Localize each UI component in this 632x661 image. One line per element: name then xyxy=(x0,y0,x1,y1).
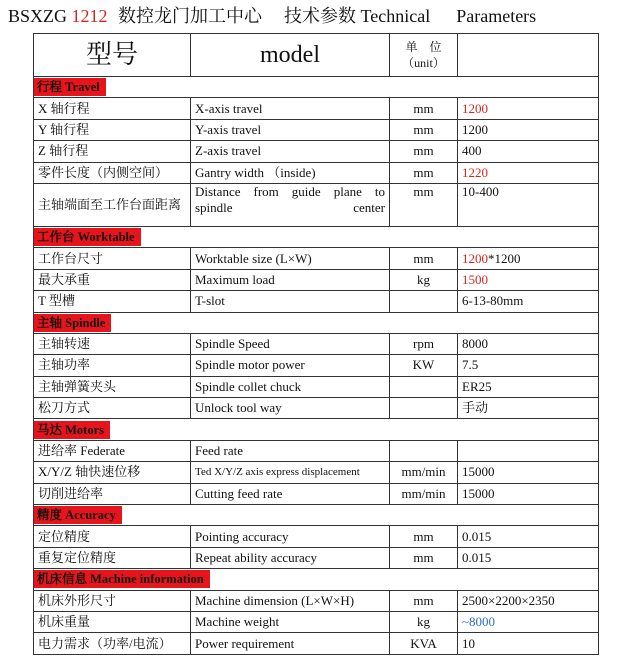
cell-value: 15000 xyxy=(458,483,599,504)
cell-cn: 重复定位精度 xyxy=(34,547,191,568)
cell-value xyxy=(458,98,599,119)
cell-cn: 机床重量 xyxy=(34,611,191,632)
cell-cn: 主轴端面至工作台面距离 xyxy=(34,183,191,226)
table-row xyxy=(34,376,599,397)
table-row xyxy=(34,590,599,611)
cell-en xyxy=(191,183,390,226)
cell-en: Y-axis travel xyxy=(191,119,390,140)
cell-en: Gantry width （inside) xyxy=(191,162,390,183)
table-row xyxy=(34,291,599,312)
table-row xyxy=(34,440,599,461)
section-row xyxy=(34,226,599,247)
cell-value xyxy=(458,440,599,461)
table-row xyxy=(34,526,599,547)
table-row xyxy=(34,611,599,632)
cell-en: Spindle Speed xyxy=(191,333,390,354)
section-cell xyxy=(34,419,599,440)
cell-cn: X 轴行程 xyxy=(34,98,191,119)
cell-cn: 电力需求（功率/电流） xyxy=(34,633,191,654)
cell-en: Repeat ability accuracy xyxy=(191,547,390,568)
cell-unit: mm xyxy=(390,526,458,547)
cell-en: Worktable size (L×W) xyxy=(191,248,390,269)
cell-cn: 松刀方式 xyxy=(34,398,191,419)
section-row xyxy=(34,419,599,440)
cell-unit: mm xyxy=(390,248,458,269)
cell-unit: mm xyxy=(390,98,458,119)
cell-unit xyxy=(390,440,458,461)
table-row xyxy=(34,141,599,162)
cell-en: Unlock tool way xyxy=(191,398,390,419)
cell-cn: 机床外形尺寸 xyxy=(34,590,191,611)
cell-cn: 工作台尺寸 xyxy=(34,248,191,269)
table-row xyxy=(34,269,599,290)
cell-en-text: Distance from guide plane to spindle center xyxy=(195,183,385,215)
table-row xyxy=(34,547,599,568)
title-prefix: BSXZG xyxy=(8,6,68,26)
table-header-row xyxy=(34,34,599,77)
document-title xyxy=(8,2,628,30)
cell-cn: 最大承重 xyxy=(34,269,191,290)
table-row xyxy=(34,483,599,504)
cell-en: Feed rate xyxy=(191,440,390,461)
section-row xyxy=(34,77,599,98)
cell-cn: 零件长度（内侧空间） xyxy=(34,162,191,183)
cell-unit xyxy=(390,376,458,397)
cell-en: T-slot xyxy=(191,291,390,312)
value-highlight: 1500 xyxy=(462,271,488,287)
section-label: 工作台 Worktable xyxy=(34,228,141,246)
table-row xyxy=(34,333,599,354)
title-cn-name: 数控龙门加工中心 xyxy=(118,6,263,26)
section-label: 主轴 Spindle xyxy=(34,314,111,332)
cell-value: 15000 xyxy=(458,462,599,483)
table-row xyxy=(34,98,599,119)
cell-unit xyxy=(390,291,458,312)
spec-table xyxy=(33,33,599,655)
cell-cn: 主轴转速 xyxy=(34,333,191,354)
cell-value: 6-13-80mm xyxy=(458,291,599,312)
cell-cn: Z 轴行程 xyxy=(34,141,191,162)
cell-cn: 进给率 Federate xyxy=(34,440,191,461)
cell-value: 400 xyxy=(458,141,599,162)
cell-unit: KVA xyxy=(390,633,458,654)
cell-cn: Y 轴行程 xyxy=(34,119,191,140)
section-row xyxy=(34,569,599,590)
cell-cn: 切削进给率 xyxy=(34,483,191,504)
cell-unit: kg xyxy=(390,269,458,290)
cell-unit: mm xyxy=(390,119,458,140)
section-row xyxy=(34,312,599,333)
table-row xyxy=(34,633,599,654)
cell-value: 10-400 xyxy=(458,183,599,226)
title-en-sub: Technical xyxy=(360,6,431,26)
cell-unit xyxy=(390,398,458,419)
value-highlight: 1200 xyxy=(462,250,488,266)
section-label: 机床信息 Machine information xyxy=(34,570,210,588)
cell-en: Power requirement xyxy=(191,633,390,654)
header-en: model xyxy=(191,34,390,77)
section-label: 马达 Motors xyxy=(34,421,110,439)
table-row xyxy=(34,183,599,226)
cell-value xyxy=(458,611,599,632)
cell-value: 1200 xyxy=(458,119,599,140)
section-cell xyxy=(34,505,599,526)
cell-value: 10 xyxy=(458,633,599,654)
cell-cn: 主轴弹簧夹头 xyxy=(34,376,191,397)
cell-en: Spindle collet chuck xyxy=(191,376,390,397)
header-unit xyxy=(390,34,458,77)
section-cell xyxy=(34,569,599,590)
cell-cn: 主轴功率 xyxy=(34,355,191,376)
cell-value: 7.5 xyxy=(458,355,599,376)
cell-unit: mm xyxy=(390,590,458,611)
section-label: 精度 Accuracy xyxy=(34,506,122,524)
section-cell xyxy=(34,77,599,98)
header-cn: 型号 xyxy=(34,34,191,77)
cell-en: Spindle motor power xyxy=(191,355,390,376)
cell-value: ER25 xyxy=(458,376,599,397)
table-row xyxy=(34,462,599,483)
cell-unit: rpm xyxy=(390,333,458,354)
cell-unit: mm/min xyxy=(390,462,458,483)
cell-value: 0.015 xyxy=(458,526,599,547)
cell-unit: mm xyxy=(390,183,458,226)
cell-unit: mm xyxy=(390,141,458,162)
cell-unit: mm xyxy=(390,162,458,183)
cell-cn: X/Y/Z 轴快速位移 xyxy=(34,462,191,483)
cell-cn: T 型槽 xyxy=(34,291,191,312)
cell-en: Z-axis travel xyxy=(191,141,390,162)
section-row xyxy=(34,505,599,526)
table-row xyxy=(34,398,599,419)
cell-en: Ted X/Y/Z axis express displacement xyxy=(191,462,390,483)
section-label: 行程 Travel xyxy=(34,78,106,96)
cell-en: X-axis travel xyxy=(191,98,390,119)
value-highlight: 1200 xyxy=(462,100,488,116)
value-rest: *1200 xyxy=(488,250,521,266)
cell-unit: kg xyxy=(390,611,458,632)
cell-value xyxy=(458,248,599,269)
table-row xyxy=(34,355,599,376)
section-cell xyxy=(34,312,599,333)
header-unit-en: （unit） xyxy=(402,56,445,70)
cell-value: 2500×2200×2350 xyxy=(458,590,599,611)
table-row xyxy=(34,248,599,269)
cell-en: Pointing accuracy xyxy=(191,526,390,547)
title-en-sub2: Parameters xyxy=(456,6,537,26)
title-model-number: 1212 xyxy=(71,6,108,26)
header-unit-cn: 单 位 xyxy=(405,40,442,54)
value-highlight: 1220 xyxy=(462,164,488,180)
title-cn-sub: 技术参数 xyxy=(284,6,357,26)
cell-value xyxy=(458,162,599,183)
table-row xyxy=(34,119,599,140)
cell-en: Maximum load xyxy=(191,269,390,290)
value-highlight: ~8000 xyxy=(462,614,496,630)
cell-unit: mm xyxy=(390,547,458,568)
cell-cn: 定位精度 xyxy=(34,526,191,547)
cell-en: Machine dimension (L×W×H) xyxy=(191,590,390,611)
table-row xyxy=(34,162,599,183)
cell-unit: KW xyxy=(390,355,458,376)
cell-value: 0.015 xyxy=(458,547,599,568)
section-cell xyxy=(34,226,599,247)
cell-value: 手动 xyxy=(458,398,599,419)
cell-value: 8000 xyxy=(458,333,599,354)
cell-en: Machine weight xyxy=(191,611,390,632)
header-value xyxy=(458,34,599,77)
cell-value xyxy=(458,269,599,290)
cell-en: Cutting feed rate xyxy=(191,483,390,504)
cell-unit: mm/min xyxy=(390,483,458,504)
